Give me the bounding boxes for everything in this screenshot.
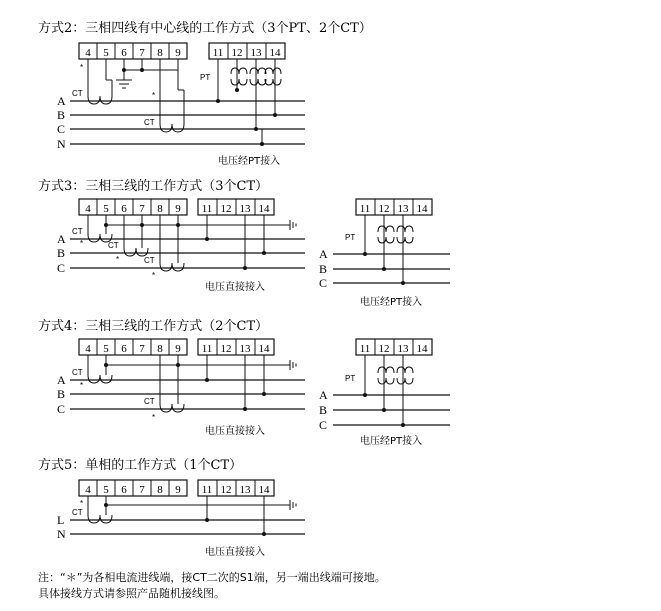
current-terminal-block [79,480,187,496]
terminal-label: 12 [231,47,243,59]
phase-label-a: A [57,373,66,387]
pt-phase-lines [333,395,450,425]
phase-label-c: C [319,418,328,432]
pt-phase-lines [333,254,450,283]
svg-text:CT: CT [72,89,83,98]
phase-label-n: N [57,527,66,541]
section-5 [38,457,305,558]
terminal-label: 8 [157,484,163,496]
terminal-label: 13 [239,203,251,215]
phase-label-a: A [57,232,66,246]
terminal-label: 12 [378,203,390,215]
phase-lines [70,101,305,144]
current-terminal-block [79,339,187,355]
star-marker: * [80,381,84,390]
phase-label-l: L [57,513,65,527]
section-4-caption: 电压直接接入 [205,426,265,437]
terminal-label: 7 [139,47,145,59]
phase-label-a: A [319,247,328,261]
section-2-title: 方式2：三相四线有中心线的工作方式（3个PT、2个CT） [38,21,372,36]
terminal-label: 12 [220,484,232,496]
phase-lines [70,520,305,534]
ground-icon [290,220,296,230]
ct-label: CT [144,397,155,406]
ground-icon [290,360,296,370]
ground-icon [290,500,296,510]
phase-lines [70,239,305,268]
terminal-label: 8 [157,203,163,215]
terminal-label: 4 [85,203,91,215]
terminal-label: 9 [175,203,181,215]
phase-lines [70,380,305,409]
phase-label-b: B [57,246,66,260]
terminal-label: 12 [378,343,390,355]
terminal-label: 12 [220,343,232,355]
terminal-label: 11 [201,203,213,215]
terminal-label: 14 [258,343,270,355]
voltage-wiring [207,496,264,534]
terminal-label: 14 [269,47,281,59]
terminal-label: 6 [121,47,127,59]
section-2 [38,20,372,167]
terminal-label: 13 [239,484,251,496]
terminal-label: 11 [212,47,224,59]
terminal-label: 13 [239,343,251,355]
terminal-label: 7 [139,484,145,496]
terminal-label: 14 [258,484,270,496]
star-marker: * [116,255,120,264]
section-3-pt-caption: 电压经PT接入 [360,297,423,308]
terminal-label: 8 [157,343,163,355]
star-marker: * [80,499,84,508]
section-3-caption: 电压直接接入 [205,282,265,293]
terminal-label: 6 [121,203,127,215]
terminal-label: 13 [397,343,409,355]
terminal-label: 5 [103,484,109,496]
phase-label-b: B [57,108,66,122]
phase-label-a: A [319,388,328,402]
footnote-2: 具体接线方式请参照产品随机接线图。 [38,587,225,600]
terminal-label: 11 [359,343,371,355]
phase-label-c: C [57,122,66,136]
ct-label: CT [72,368,83,377]
current-terminal-block [79,199,187,215]
voltage-wiring [207,215,264,268]
voltage-wiring [207,355,264,409]
pt-label: PT [200,73,211,82]
section-4-title: 方式4：三相三线的工作方式（2个CT） [38,319,269,334]
ct-label: CT [108,241,119,250]
terminal-label: 4 [85,343,91,355]
terminal-label: 14 [416,343,428,355]
section-2-caption: 电压经PT接入 [218,156,281,167]
ct-label: CT [72,227,83,236]
terminal-label: 8 [157,47,163,59]
terminal-label: 4 [85,47,91,59]
section-4-pt-caption: 电压经PT接入 [360,436,423,447]
star-marker: * [152,271,156,280]
phase-label-c: C [319,276,328,290]
ct-wiring [88,496,290,515]
terminal-label: 5 [103,343,109,355]
phase-label-b: B [57,387,66,401]
ct-label: CT [72,508,83,517]
phase-label-c: C [57,261,66,275]
terminal-label: 6 [121,343,127,355]
terminal-label: 7 [139,343,145,355]
terminal-label: 13 [250,47,262,59]
phase-label-a: A [57,94,66,108]
current-terminal-block [79,43,187,59]
terminal-label: 11 [201,484,213,496]
ct-a [72,59,112,104]
section-3-title: 方式3：三相三线的工作方式（3个CT） [38,179,269,194]
pt-wiring [365,355,403,425]
terminal-label: 13 [397,203,409,215]
terminal-label: 9 [175,47,181,59]
section-5-caption: 电压直接接入 [205,547,265,558]
svg-text:*: * [152,91,156,100]
ct-label: CT [144,256,155,265]
terminal-label: 12 [220,203,232,215]
terminal-label: 5 [103,47,109,59]
terminal-label: 11 [201,343,213,355]
pt-label: PT [345,374,356,383]
pt-wiring [365,215,403,283]
pt-label: PT [345,233,356,242]
phase-label-b: B [319,262,328,276]
svg-text:CT: CT [144,118,155,127]
terminal-label: 11 [359,203,371,215]
terminal-label: 9 [175,343,181,355]
section-3 [38,178,450,308]
star-marker: * [80,239,84,248]
terminal-label: 9 [175,484,181,496]
terminal-label: 7 [139,203,145,215]
phase-label-b: B [319,403,328,417]
footnote-1: 注：“＊”为各相电流进线端，接CT二次的S1端，另一端出线端可接地。 [38,571,386,584]
terminal-label: 4 [85,484,91,496]
terminal-label: 14 [258,203,270,215]
phase-label-c: C [57,402,66,416]
terminal-label: 14 [416,203,428,215]
section-4 [38,318,450,447]
ct-return-ground [116,59,178,88]
svg-text:*: * [80,63,84,72]
terminal-label: 5 [103,203,109,215]
terminal-label: 6 [121,484,127,496]
section-5-title: 方式5：单相的工作方式（1个CT） [38,458,243,473]
star-marker: * [152,413,156,422]
phase-label-n: N [57,137,66,151]
